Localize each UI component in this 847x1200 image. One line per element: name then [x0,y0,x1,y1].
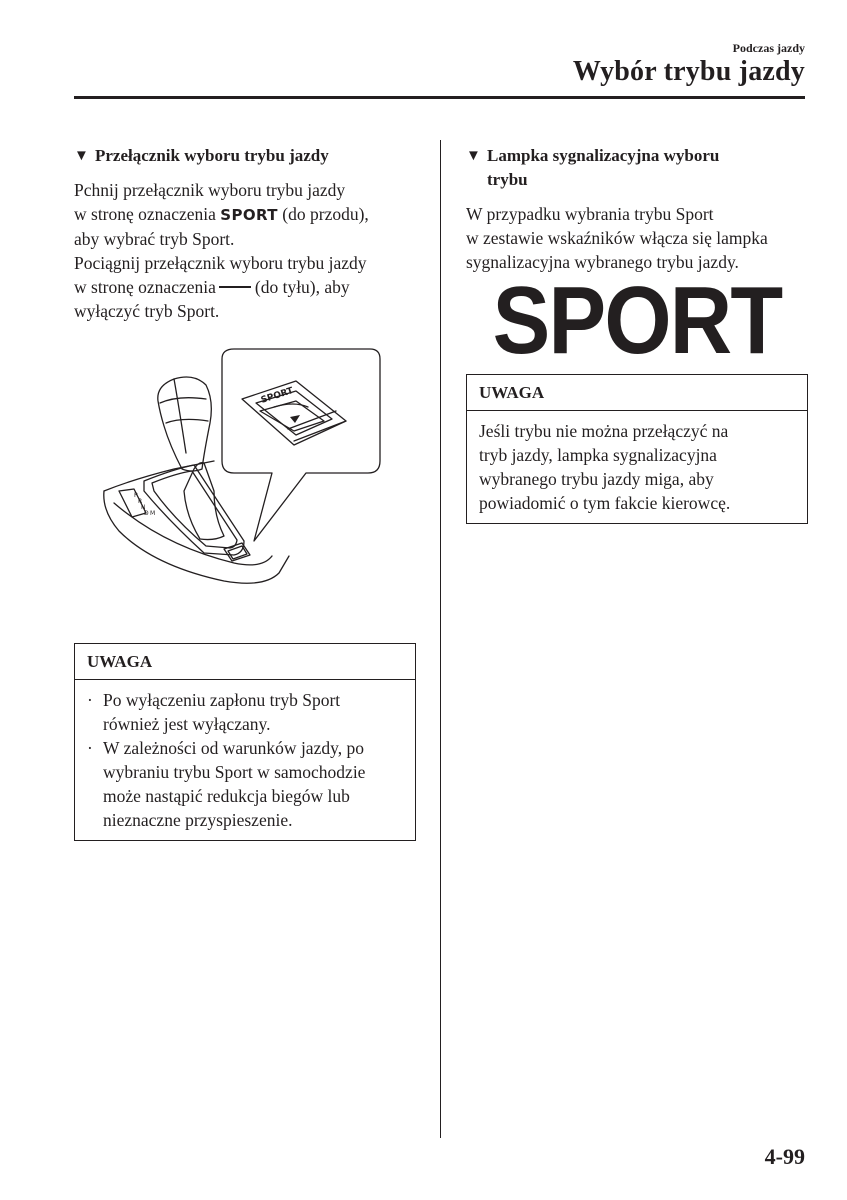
triangle-marker-icon: ▼ [74,148,89,164]
left-note-box [74,643,416,841]
text-line: tryb jazdy, lampka sygnalizacyjna [479,445,717,465]
note-title: UWAGA [75,644,415,680]
text-segment: (do przodu), [277,204,369,224]
drive-mode-switch-heading [74,144,416,168]
page-number: 4-99 [764,1144,805,1169]
shifter-drawing [74,341,416,601]
switch-sport-label: SPORT [259,386,295,406]
text-line: Pchnij przełącznik wyboru trybu jazdy [74,180,346,200]
text-line: Pociągnij przełącznik wyboru trybu jazdy [74,253,367,273]
text-segment: w stronę oznaczenia [74,204,221,224]
shifter-illustration [74,341,416,601]
section-label: Podczas jazdy [732,41,805,55]
page-title: Wybór trybu jazdy [572,56,805,87]
title-rule [74,96,805,99]
text-line: wybranego trybu jazdy miga, aby [479,469,714,489]
heading-text: Przełącznik wyboru trybu jazdy [95,146,329,165]
text-line: również jest wyłączany. [103,714,271,734]
column-divider [440,140,441,1138]
shift-letter-n: N [141,504,146,511]
bullet-dot-icon: · [87,738,93,758]
text-line: wybraniu trybu Sport w samochodzie [103,762,366,782]
switch-instructions [74,178,416,323]
bullet-text [103,736,365,832]
text-segment: w stronę oznaczenia [74,277,216,297]
heading-text [487,144,719,192]
text-line: wyłączyć tryb Sport. [74,301,220,321]
note-bullet [87,688,403,736]
text-line: Jeśli trybu nie można przełączyć na [479,421,729,441]
triangle-marker-icon: ▼ [466,148,481,164]
bullet-dot-icon: · [87,690,93,710]
shift-letter-m: M [150,510,156,517]
text-line [74,275,416,299]
text-line: W przypadku wybrania trybu Sport [466,204,714,224]
note-bullet [87,736,403,832]
sport-indicator-symbol: SPORT [492,267,782,374]
text-line: może nastąpić redukcja biegów lub [103,786,350,806]
note-body [75,680,415,840]
indicator-description [466,202,808,274]
text-line: Lampka sygnalizacyjna wyboru [487,146,720,165]
sport-mark: SPORT [220,206,278,224]
indicator-light-heading [466,144,808,192]
text-line: aby wybrać tryb Sport. [74,229,235,249]
text-line: sygnalizacyjna wybranego trybu jazdy. [466,252,739,272]
shift-letter-d: D [144,510,149,517]
text-segment: (do tyłu), aby [254,277,350,297]
shift-letter-r: R [138,498,143,505]
text-line: W zależności od warunków jazdy, po [103,738,364,758]
left-column [74,144,416,841]
note-title: UWAGA [467,375,807,411]
right-note-box [466,374,808,524]
bullet-text [103,688,340,736]
minus-mark-icon [219,286,251,288]
note-body [467,411,807,523]
right-column [466,144,808,524]
text-line: w zestawie wskaźników włącza się lampka [466,228,768,248]
shift-letter-p: P [134,492,138,499]
text-line: Po wyłączeniu zapłonu tryb Sport [103,690,341,710]
text-line: nieznaczne przyspieszenie. [103,810,293,830]
text-line: trybu [487,170,528,189]
text-line: powiadomić o tym fakcie kierowcę. [479,493,731,513]
text-line [74,202,416,227]
